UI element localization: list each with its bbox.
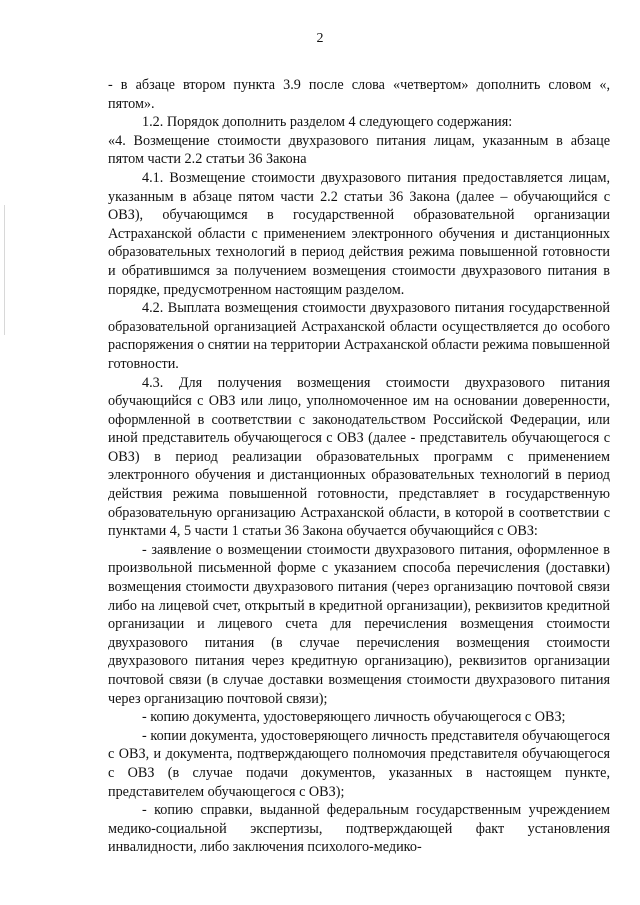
list-item-representative-docs: - копии документа, удостоверяющего личность представителя обучающегося с ОВЗ, и документа, подтверждающего полномочия представителя обучающегося с ОВЗ (в случае подачи документов, указанных в настоящем пункте, представителем обучающегося с ОВЗ); <box>108 727 610 800</box>
list-item-student-id-copy: - копию документа, удостоверяющего личность обучающегося с ОВЗ; <box>142 709 566 726</box>
paragraph-4-1: 4.1. Возмещение стоимости двухразового питания предоставляется лицам, указанным в абзаце пятом части 2.2 статьи 36 Закона (далее – обучающийся с ОВЗ), обучающимся в государственной образовательной организации Астраханской области с применением электронного обучения и дистанционных образовательных технологий в период действия режима повышенной готовности и обратившимся за получением возмещения стоимости двухразового питания в порядке, предусмотренном настоящим разделом. <box>108 169 610 298</box>
paragraph-4-2: 4.2. Выплата возмещения стоимости двухразового питания государственной образовательной организацией Астраханской области осуществляется до особого распоряжения о снятии на территории Астраханской области режима повышенной готовности. <box>108 300 610 372</box>
paragraph-4-3: 4.3. Для получения возмещения стоимости двухразового питания обучающийся с ОВЗ или лицо, уполномоченное им на основании доверенности, оформленной в соответствии с законодательством Российской Федерации, или иной представитель обучающегося с ОВЗ (далее - представитель обучающегося с ОВЗ) в период реализации образовательных программ с применением электронного обучения и дистанционных образовательных технологий в период действия режима повышенной готовности, представляет в государственную образовательную организацию Астраханской области, в которой в соответствии с пунктами 4, 5 части 1 статьи 36 Закона обучается обучающийся с ОВЗ: <box>108 374 610 540</box>
scan-margin-line <box>4 205 5 335</box>
paragraph-1-2: 1.2. Порядок дополнить разделом 4 следующего содержания: <box>142 114 513 131</box>
list-item-disability-certificate: - копию справки, выданной федеральным государственным учреждением медико-социальной экспертизы, подтверждающей факт установления инвалидности, либо заключения психолого-медико- <box>108 802 610 856</box>
document-body <box>108 76 610 857</box>
list-item-application: - заявление о возмещении стоимости двухразового питания, оформленное в произвольной письменной форме с указанием способа перечисления (доставки) возмещения стоимости двухразового питания (через организацию почтовой связи либо на лицевой счет, открытый в кредитной организации), реквизитов кредитной организации и лицевого счета для перечисления возмещения стоимости двухразового питания (в случае перечисления возмещения стоимости двухразового питания через кредитную организацию), реквизитов организации почтовой связи (в случае доставки возмещения стоимости двухразового питания через организацию почтовой связи); <box>108 541 610 707</box>
section-4-heading: «4. Возмещение стоимости двухразового питания лицам, указанным в абзаце пятом части 2.2 статьи 36 Закона <box>108 132 610 168</box>
paragraph-amendment-3-9: - в абзаце втором пункта 3.9 после слова «четвертом» дополнить словом «, пятом». <box>108 77 610 112</box>
page-number: 2 <box>316 31 324 46</box>
